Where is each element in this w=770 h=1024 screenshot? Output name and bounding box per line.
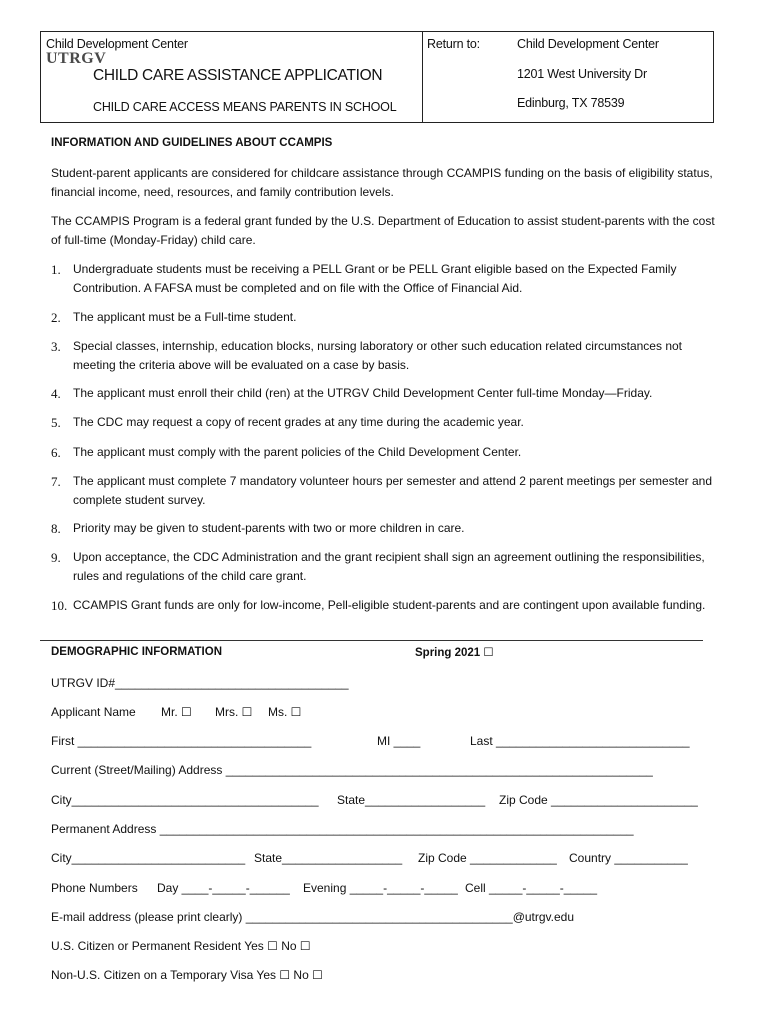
list-item (51, 443, 716, 462)
state-field[interactable]: State__________________ (337, 793, 486, 807)
last-name-field[interactable]: Last _____________________________ (470, 734, 690, 748)
list-item-number: 10. (51, 598, 68, 613)
country-field[interactable]: Country ___________ (569, 851, 688, 865)
list-item-number: 1. (51, 262, 61, 277)
cell-phone-field[interactable]: Cell _____-_____-_____ (465, 881, 598, 895)
section-divider (40, 640, 703, 641)
phone-numbers-label: Phone Numbers (51, 881, 138, 895)
return-address-line-1: Child Development Center (517, 37, 659, 51)
list-item (51, 337, 716, 375)
middle-initial-field[interactable]: MI ____ (377, 734, 421, 748)
list-item (51, 596, 716, 615)
list-item-text: The applicant must enroll their child (ren) at the UTRGV Child Development Center full-time Monday—Friday. (73, 386, 653, 400)
list-item-number: 4. (51, 386, 61, 401)
utrgv-id-field[interactable]: UTRGV ID#___________________________________ (51, 676, 349, 690)
list-item-text: The applicant must complete 7 mandatory volunteer hours per semester and attend 2 parent meetings per semester and complete student survey. (73, 474, 713, 507)
info-paragraph-2: The CCAMPIS Program is a federal grant funded by the U.S. Department of Education to assist student-parents with the cost of full-time (Monday-Friday) child care. (51, 214, 715, 247)
header-divider (422, 32, 423, 122)
list-item (51, 260, 716, 298)
ms-checkbox[interactable]: Ms. ☐ (268, 705, 302, 719)
list-item-number: 8. (51, 521, 61, 536)
mr-checkbox[interactable]: Mr. ☐ (161, 705, 192, 719)
application-title: CHILD CARE ASSISTANCE APPLICATION (93, 67, 383, 84)
permanent-zip-field[interactable]: Zip Code _____________ (418, 851, 557, 865)
list-item (51, 308, 716, 327)
list-item (51, 519, 716, 538)
list-item (51, 413, 716, 432)
city-field[interactable]: City_____________________________________ (51, 793, 319, 807)
list-item-text: Undergraduate students must be receiving a PELL Grant or be PELL Grant eligible based on the Expected Family Contribution. A FAFSA must be completed and on file with the Office of Financial Aid. (73, 262, 677, 295)
list-item-text: Priority may be given to student-parents with two or more children in care. (73, 521, 465, 535)
info-paragraph-1: Student-parent applicants are considered for childcare assistance through CCAMPIS funding on the basis of eligibility status, financial income, need, resources, and family contribution levels. (51, 166, 713, 199)
list-item-text: CCAMPIS Grant funds are only for low-income, Pell-eligible student-parents and are contingent upon available funding. (73, 598, 706, 612)
evening-phone-field[interactable]: Evening _____-_____-_____ (303, 881, 458, 895)
application-subtitle: CHILD CARE ACCESS MEANS PARENTS IN SCHOOL (93, 100, 397, 114)
us-citizen-checkbox[interactable]: U.S. Citizen or Permanent Resident Yes ☐ No ☐ (51, 939, 311, 953)
permanent-city-field[interactable]: City__________________________ (51, 851, 246, 865)
list-item-number: 2. (51, 310, 61, 325)
utrgv-logo: UTRGV (46, 50, 107, 67)
email-field[interactable]: E-mail address (please print clearly) ________________________________________@utrgv.edu (51, 910, 575, 924)
list-item-text: The applicant must be a Full-time student. (73, 310, 297, 324)
list-item (51, 472, 716, 510)
demographic-heading: DEMOGRAPHIC INFORMATION (51, 646, 223, 658)
return-label: Return to: (427, 37, 480, 51)
list-item (51, 548, 716, 586)
current-address-field[interactable]: Current (Street/Mailing) Address ________________________________________________________________ (51, 763, 653, 777)
applicant-name-label: Applicant Name (51, 705, 136, 719)
zip-field[interactable]: Zip Code ______________________ (499, 793, 698, 807)
list-item-text: Upon acceptance, the CDC Administration and the grant recipient shall sign an agreement outlining the responsibilities, rules and regulations of the child care grant. (73, 550, 705, 583)
list-item-number: 9. (51, 550, 61, 565)
list-item (51, 384, 716, 403)
temporary-visa-checkbox[interactable]: Non-U.S. Citizen on a Temporary Visa Yes ☐ No ☐ (51, 968, 323, 982)
list-item-number: 5. (51, 415, 61, 430)
list-item-number: 6. (51, 445, 61, 460)
info-heading: INFORMATION AND GUIDELINES ABOUT CCAMPIS (51, 137, 333, 149)
list-item-text: The CDC may request a copy of recent grades at any time during the academic year. (73, 415, 524, 429)
return-address-line-3: Edinburg, TX 78539 (517, 96, 625, 110)
list-item-text: Special classes, internship, education blocks, nursing laboratory or other such education related circumstances not meeting the criteria above will be evaluated on a case by basis. (73, 339, 682, 372)
org-name: Child Development Center (46, 37, 188, 51)
mrs-checkbox[interactable]: Mrs. ☐ (215, 705, 253, 719)
list-item-number: 7. (51, 474, 61, 489)
permanent-address-field[interactable]: Permanent Address _______________________________________________________________________ (51, 822, 634, 836)
permanent-state-field[interactable]: State__________________ (254, 851, 403, 865)
day-phone-field[interactable]: Day ____-_____-______ (157, 881, 290, 895)
semester-checkbox[interactable]: Spring 2021 ☐ (415, 647, 494, 659)
return-address-line-2: 1201 West University Dr (517, 67, 647, 81)
first-name-field[interactable]: First ___________________________________ (51, 734, 312, 748)
list-item-text: The applicant must comply with the parent policies of the Child Development Center. (73, 445, 522, 459)
list-item-number: 3. (51, 339, 61, 354)
